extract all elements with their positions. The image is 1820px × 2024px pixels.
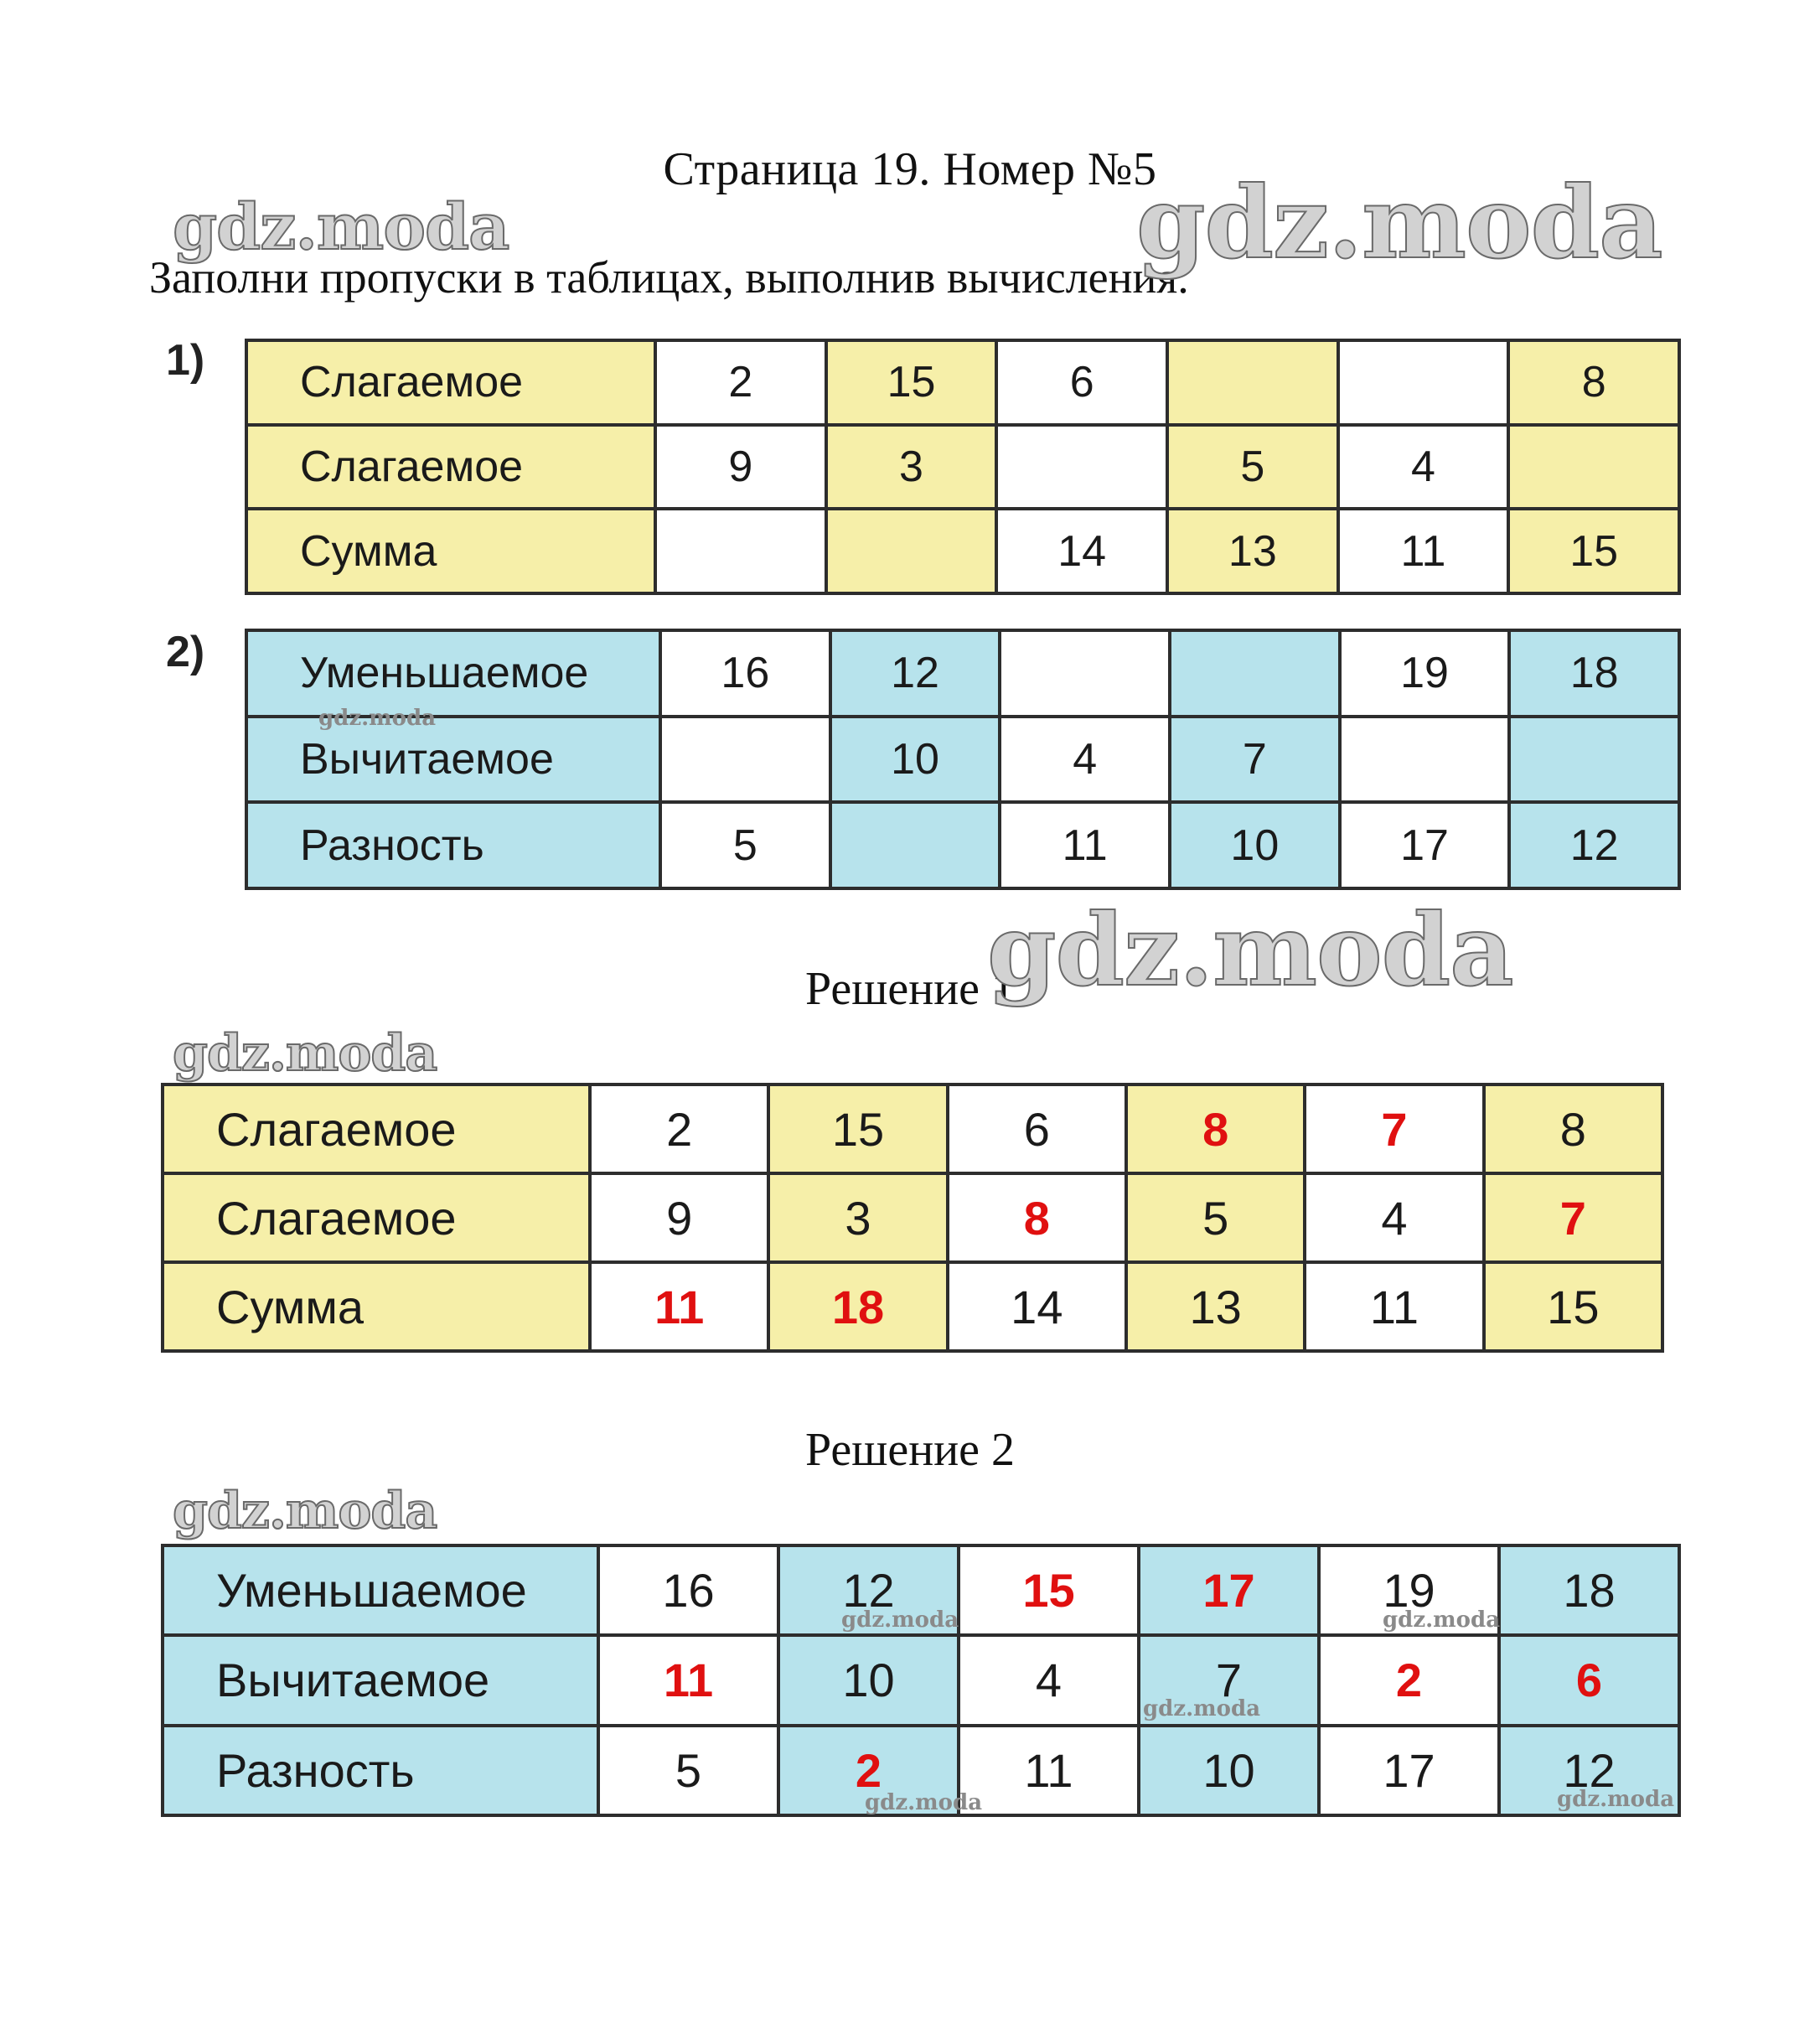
table-cell: 4 — [1001, 718, 1168, 801]
answer-cell: 8 — [1128, 1086, 1303, 1172]
blank-cell — [662, 718, 829, 801]
watermark: gdz.moda — [173, 189, 509, 264]
table-cell: 12 — [832, 632, 999, 715]
blank-cell — [1001, 632, 1168, 715]
table-cell: 10 — [780, 1637, 957, 1723]
blank-cell — [1340, 342, 1507, 423]
table-cell: 9 — [592, 1175, 767, 1260]
blank-cell — [1511, 718, 1678, 801]
table-cell: 4 — [960, 1637, 1137, 1723]
blank-cell — [1171, 632, 1338, 715]
table-cell: 7 — [1140, 1637, 1317, 1723]
table-cell: 10 — [1171, 804, 1338, 887]
table-cell: 19 — [1342, 632, 1508, 715]
watermark: gdz.moda — [1143, 1696, 1261, 1721]
row-label-addend-2: Слагаемое — [248, 427, 654, 508]
watermark: gdz.moda — [173, 1024, 437, 1083]
table-cell: 12 — [780, 1547, 957, 1633]
row-label-minuend: Уменьшаемое — [164, 1547, 597, 1633]
table-cell: 10 — [832, 718, 999, 801]
blank-cell — [832, 804, 999, 887]
table-cell: 5 — [662, 804, 829, 887]
table-cell: 4 — [1340, 427, 1507, 508]
table-cell: 18 — [1501, 1547, 1678, 1633]
table-cell: 5 — [1169, 427, 1337, 508]
answer-cell: 6 — [1501, 1637, 1678, 1723]
solution-2-title: Решение 2 — [804, 1424, 1016, 1476]
row-label-sum: Сумма — [164, 1264, 588, 1349]
answer-cell: 11 — [592, 1264, 767, 1349]
row-label-addend-2: Слагаемое — [164, 1175, 588, 1260]
row-label-addend-1: Слагаемое — [164, 1086, 588, 1172]
page-title: Страница 19. Номер №5 — [663, 143, 1157, 195]
table-cell: 19 — [1321, 1547, 1497, 1633]
blank-cell — [1510, 427, 1678, 508]
row-label-difference: Разность — [164, 1727, 597, 1814]
task-table-sum — [245, 339, 1681, 595]
blank-cell — [1169, 342, 1337, 423]
watermark: gdz.moda — [841, 1607, 959, 1633]
task-label-2: 2) — [166, 628, 205, 676]
table-cell: 2 — [592, 1086, 767, 1172]
table-cell: 14 — [949, 1264, 1125, 1349]
answer-cell: 2 — [780, 1727, 957, 1814]
watermark: gdz.moda — [1383, 1607, 1501, 1633]
blank-cell — [657, 510, 825, 592]
table-cell: 18 — [1511, 632, 1678, 715]
table-cell: 16 — [662, 632, 829, 715]
solution-1-table — [161, 1083, 1664, 1353]
table-cell: 11 — [960, 1727, 1137, 1814]
task-table-difference — [245, 629, 1681, 890]
watermark: gdz.moda — [318, 706, 437, 731]
blank-cell — [1342, 718, 1508, 801]
table-cell: 6 — [949, 1086, 1125, 1172]
answer-cell: 18 — [770, 1264, 945, 1349]
watermark: gdz.moda — [865, 1790, 983, 1815]
table-cell: 5 — [1128, 1175, 1303, 1260]
answer-cell: 15 — [960, 1547, 1137, 1633]
table-cell: 9 — [657, 427, 825, 508]
table-cell: 15 — [828, 342, 995, 423]
answer-cell: 2 — [1321, 1637, 1497, 1723]
table-cell: 16 — [600, 1547, 777, 1633]
table-cell: 3 — [770, 1175, 945, 1260]
table-cell: 5 — [600, 1727, 777, 1814]
watermark: gdz.moda — [1136, 164, 1662, 281]
table-cell: 15 — [770, 1086, 945, 1172]
table-cell: 14 — [998, 510, 1166, 592]
row-label-difference: Разность — [248, 804, 659, 887]
table-cell: 11 — [1001, 804, 1168, 887]
watermark: gdz.moda — [173, 1482, 437, 1540]
table-cell: 8 — [1486, 1086, 1661, 1172]
table-cell: 4 — [1306, 1175, 1481, 1260]
table-cell: 6 — [998, 342, 1166, 423]
table-cell: 8 — [1510, 342, 1678, 423]
table-cell: 13 — [1169, 510, 1337, 592]
table-cell: 17 — [1342, 804, 1508, 887]
table-cell: 15 — [1486, 1264, 1661, 1349]
answer-cell: 17 — [1140, 1547, 1317, 1633]
row-label-subtrahend: Вычитаемое — [164, 1637, 597, 1723]
solution-2-table — [161, 1544, 1681, 1817]
table-cell: 7 — [1171, 718, 1338, 801]
task-instruction: Заполни пропуски в таблицах, выполнив вычисления. — [149, 252, 1189, 303]
table-cell: 11 — [1340, 510, 1507, 592]
row-label-sum: Сумма — [248, 510, 654, 592]
row-label-subtrahend: Вычитаемое — [248, 718, 659, 801]
table-cell: 10 — [1140, 1727, 1317, 1814]
blank-cell — [998, 427, 1166, 508]
answer-cell: 8 — [949, 1175, 1125, 1260]
answer-cell: 7 — [1306, 1086, 1481, 1172]
table-cell: 3 — [828, 427, 995, 508]
table-cell: 17 — [1321, 1727, 1497, 1814]
row-label-addend-1: Слагаемое — [248, 342, 654, 423]
table-cell: 11 — [1306, 1264, 1481, 1349]
row-label-minuend: Уменьшаемое — [248, 632, 659, 715]
watermark: gdz.moda — [987, 892, 1513, 1008]
table-cell: 2 — [657, 342, 825, 423]
table-cell: 13 — [1128, 1264, 1303, 1349]
watermark: gdz.moda — [1557, 1787, 1675, 1812]
task-label-1: 1) — [166, 336, 205, 385]
table-cell: 15 — [1510, 510, 1678, 592]
solution-1-title: Решение 1 — [804, 963, 1016, 1015]
table-cell: 12 — [1501, 1727, 1678, 1814]
table-cell: 12 — [1511, 804, 1678, 887]
answer-cell: 7 — [1486, 1175, 1661, 1260]
answer-cell: 11 — [600, 1637, 777, 1723]
blank-cell — [828, 510, 995, 592]
